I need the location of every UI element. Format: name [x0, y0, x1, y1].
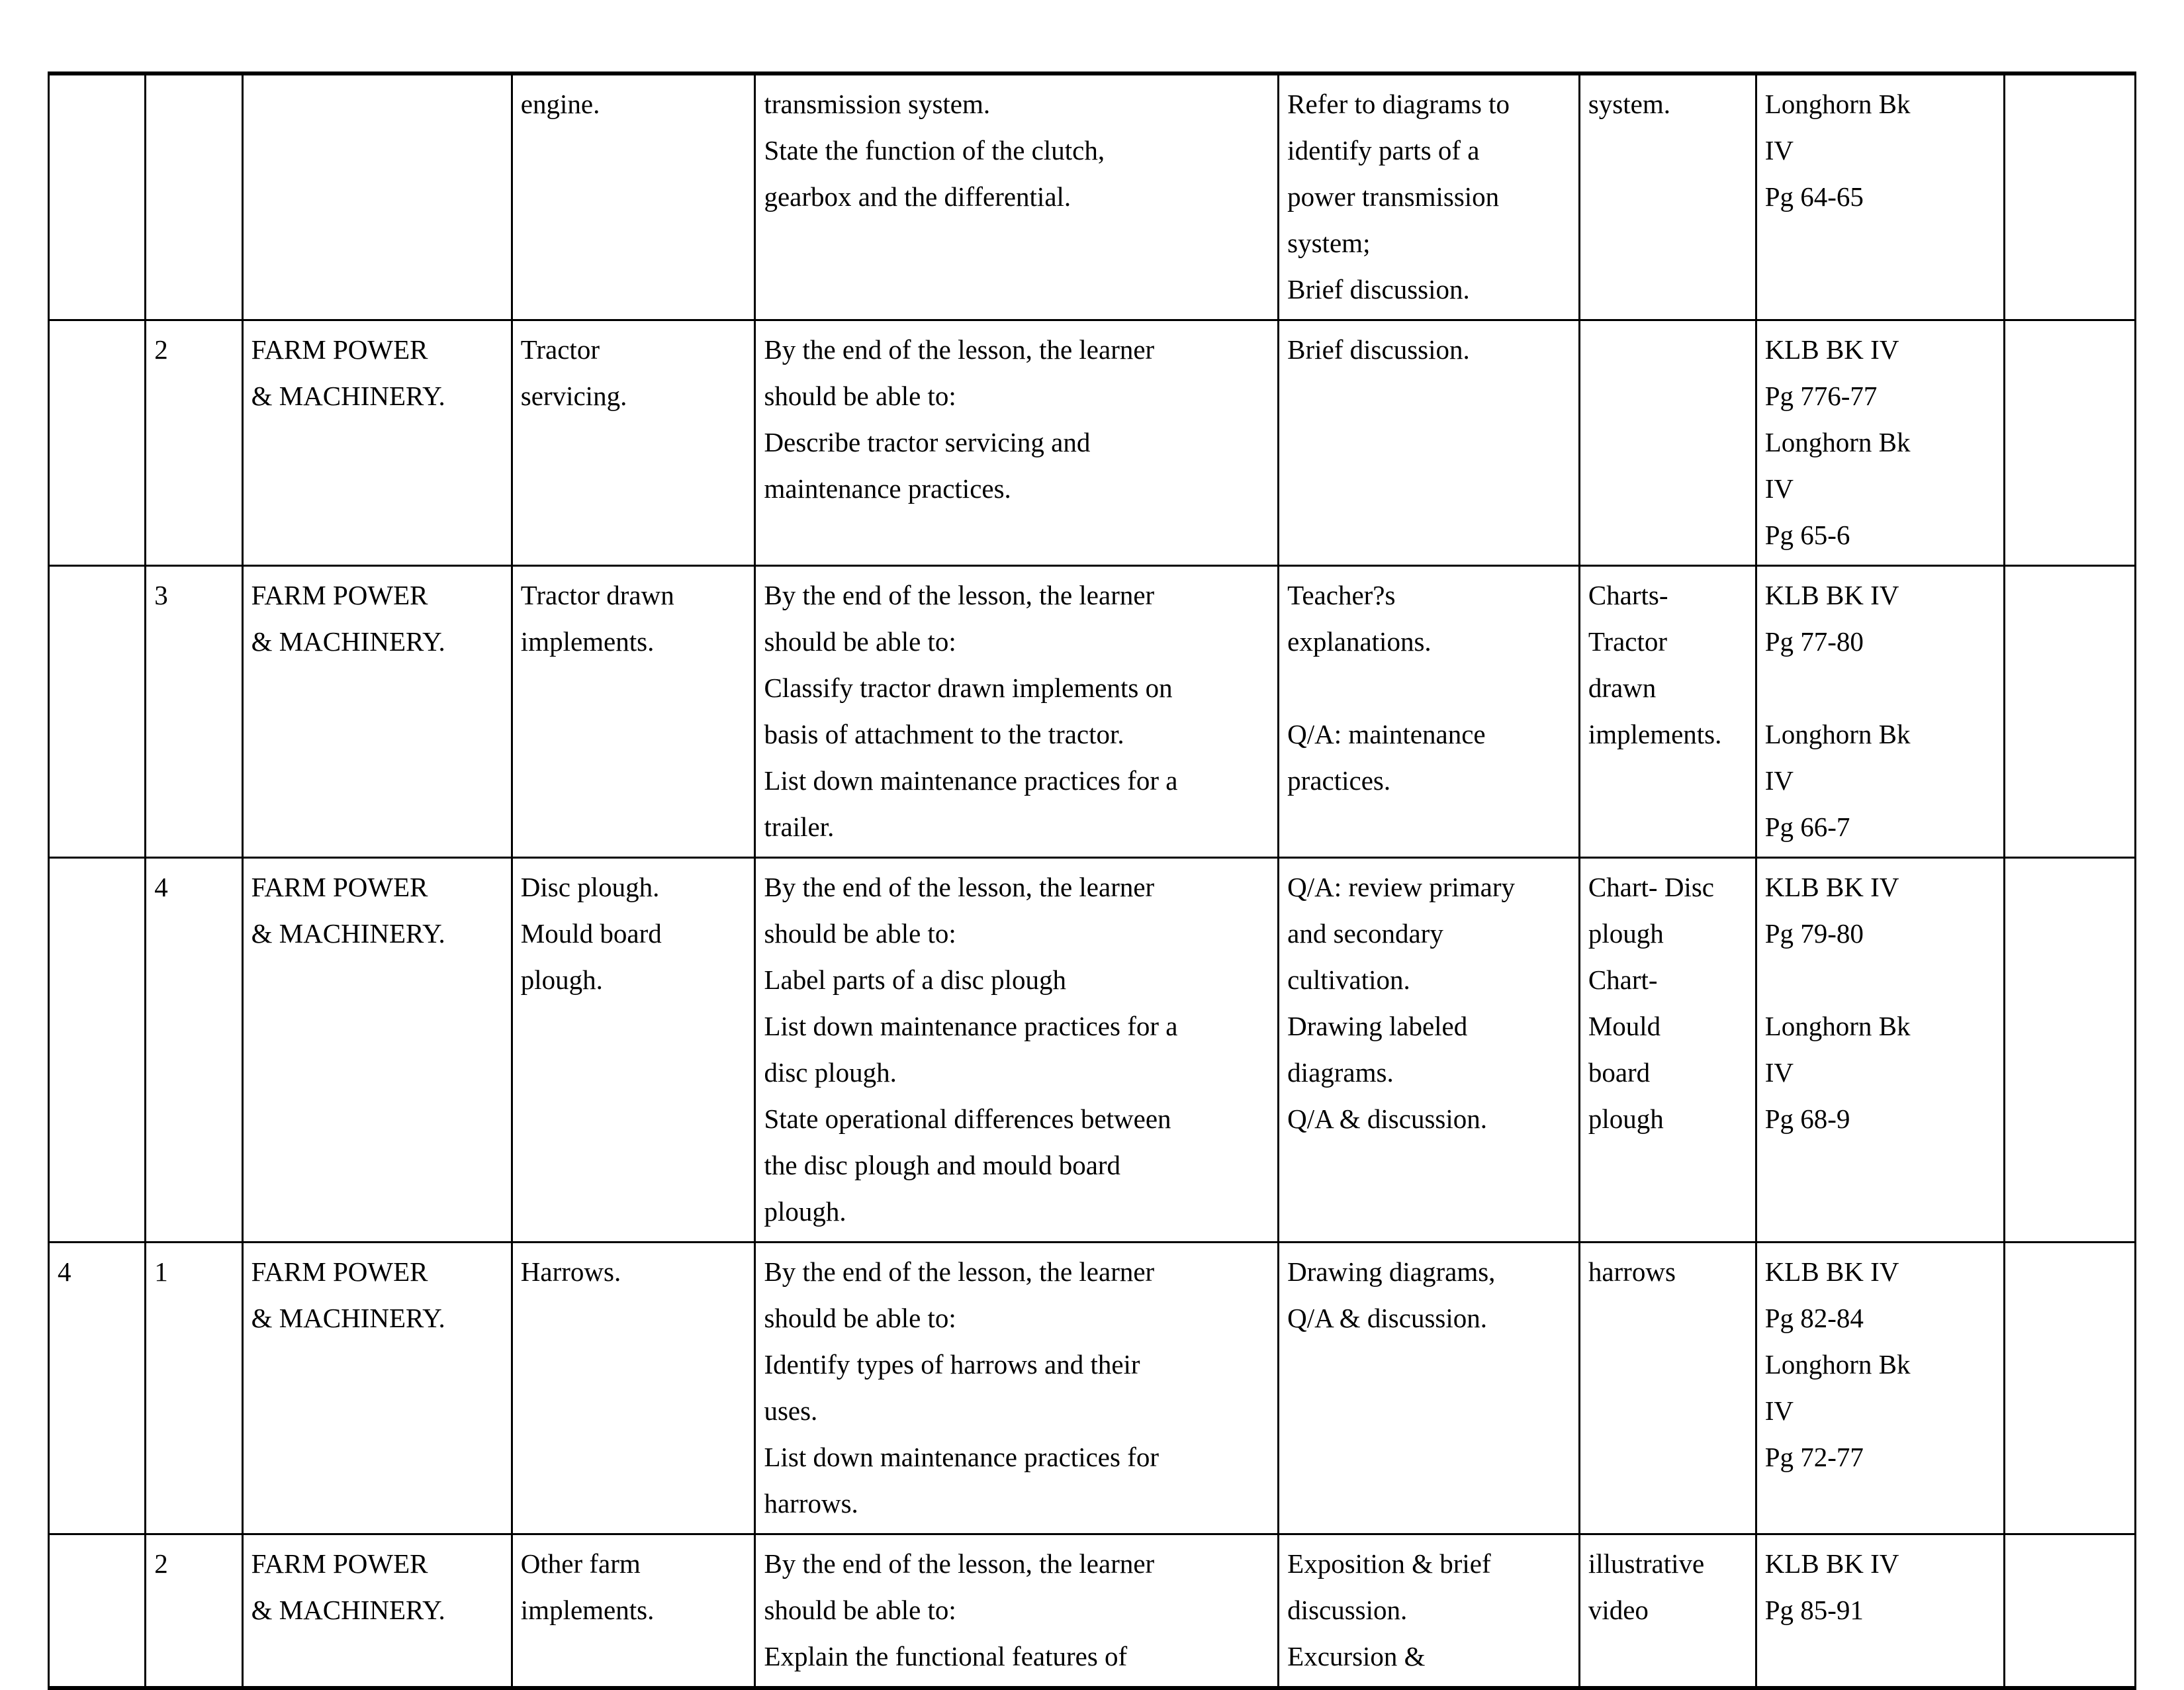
- text-line: maintenance practices.: [764, 473, 1011, 504]
- text-line: practices.: [1287, 765, 1391, 796]
- text-line: Drawing diagrams,: [1287, 1256, 1496, 1287]
- activities-cell: [1279, 1243, 1580, 1534]
- text-line: Pg 77-80: [1764, 626, 1864, 657]
- topic-cell-text: [251, 572, 504, 665]
- subtopic-cell-text: [521, 1248, 748, 1295]
- week-cell: [49, 320, 146, 566]
- resources-cell: [1579, 566, 1756, 858]
- table-row: [49, 1243, 2136, 1534]
- text-line: system.: [1588, 89, 1670, 119]
- resources-cell: [1579, 1243, 1756, 1534]
- text-line: basis of attachment to the tractor.: [764, 719, 1124, 749]
- text-line: Pg 85-91: [1764, 1595, 1864, 1625]
- text-line: By the end of the lesson, the learner: [764, 1256, 1155, 1287]
- subtopic-cell-text: [521, 81, 748, 127]
- text-line: system;: [1287, 228, 1371, 258]
- topic-cell-text: [251, 326, 504, 419]
- resources-cell-text: [1588, 1540, 1749, 1633]
- topic-cell: [242, 73, 512, 320]
- text-line: Tractor: [520, 334, 600, 365]
- text-line: discussion.: [1287, 1595, 1408, 1625]
- text-line: engine.: [520, 89, 600, 119]
- text-line: Harrows.: [520, 1256, 621, 1287]
- text-line: transmission system.: [764, 89, 991, 119]
- text-line: implements.: [520, 1595, 655, 1625]
- resources-cell-text: [1588, 864, 1749, 1142]
- text-line: servicing.: [520, 381, 627, 411]
- text-line: 1: [154, 1256, 168, 1287]
- text-line: List down maintenance practices for: [764, 1442, 1159, 1472]
- schemes-of-work-table: [48, 71, 2136, 1690]
- references-cell: [1756, 566, 2005, 858]
- resources-cell-text: [1588, 572, 1749, 757]
- text-line: gearbox and the differential.: [764, 181, 1071, 212]
- text-line: 2: [154, 1548, 168, 1579]
- text-line: By the end of the lesson, the learner: [764, 580, 1155, 610]
- text-line: FARM POWER: [251, 1256, 428, 1287]
- text-line: Pg 64-65: [1764, 181, 1864, 212]
- lesson-cell: [146, 1534, 242, 1689]
- remarks-cell: [2005, 320, 2136, 566]
- references-cell-text: [1765, 572, 1997, 850]
- text-line: Chart- Disc: [1588, 872, 1714, 902]
- text-line: IV: [1764, 1395, 1794, 1426]
- text-line: FARM POWER: [251, 580, 428, 610]
- subtopic-cell: [512, 320, 755, 566]
- text-line: Q/A & discussion.: [1287, 1103, 1488, 1134]
- resources-cell: [1579, 858, 1756, 1243]
- lesson-cell-text: [154, 1248, 234, 1295]
- text-line: Classify tractor drawn implements on: [764, 673, 1173, 703]
- text-line: Mould: [1588, 1011, 1661, 1041]
- text-line: FARM POWER: [251, 1548, 428, 1579]
- topic-cell: [242, 1243, 512, 1534]
- text-line: Refer to diagrams to: [1287, 89, 1510, 119]
- text-line: State the function of the clutch,: [764, 135, 1105, 165]
- week-cell: [49, 73, 146, 320]
- text-line: Longhorn Bk: [1764, 1011, 1911, 1041]
- activities-cell: [1279, 1534, 1580, 1689]
- text-line: Pg 66-7: [1764, 812, 1850, 842]
- text-line: the disc plough and mould board: [764, 1150, 1121, 1180]
- text-line: disc plough.: [764, 1057, 897, 1088]
- objectives-cell: [755, 1534, 1279, 1689]
- lesson-cell: [146, 858, 242, 1243]
- text-line: Pg 68-9: [1764, 1103, 1850, 1134]
- text-line: KLB BK IV: [1764, 872, 1899, 902]
- resources-cell-text: [1588, 81, 1749, 127]
- activities-cell: [1279, 320, 1580, 566]
- lesson-cell-text: [154, 1540, 234, 1587]
- subtopic-cell-text: [521, 864, 748, 1003]
- text-line: and secondary: [1287, 918, 1443, 949]
- text-line: Identify types of harrows and their: [764, 1349, 1140, 1380]
- subtopic-cell: [512, 566, 755, 858]
- lesson-cell: [146, 1243, 242, 1534]
- text-line: Pg 79-80: [1764, 918, 1864, 949]
- lesson-cell-text: [154, 572, 234, 618]
- subtopic-cell-text: [521, 326, 748, 419]
- text-line: explanations.: [1287, 626, 1432, 657]
- text-line: & MACHINERY.: [251, 1303, 445, 1333]
- table-row: [49, 73, 2136, 320]
- text-line: plough.: [520, 964, 603, 995]
- references-cell: [1756, 1243, 2005, 1534]
- text-line: Mould board: [520, 918, 662, 949]
- table-row: [49, 566, 2136, 858]
- text-line: By the end of the lesson, the learner: [764, 872, 1155, 902]
- topic-cell: [242, 320, 512, 566]
- text-line: Tractor: [1588, 626, 1668, 657]
- text-line: Label parts of a disc plough: [764, 964, 1067, 995]
- text-line: should be able to:: [764, 918, 956, 949]
- resources-cell-text: [1588, 1248, 1749, 1295]
- week-cell-text: [58, 1248, 138, 1295]
- objectives-cell-text: [764, 864, 1271, 1235]
- activities-cell: [1279, 73, 1580, 320]
- table-row: [49, 858, 2136, 1243]
- text-line: 2: [154, 334, 168, 365]
- text-line: video: [1588, 1595, 1649, 1625]
- text-line: IV: [1764, 135, 1794, 165]
- text-line: cultivation.: [1287, 964, 1410, 995]
- text-line: Pg 72-77: [1764, 1442, 1864, 1472]
- subtopic-cell: [512, 1243, 755, 1534]
- topic-cell: [242, 1534, 512, 1689]
- text-line: power transmission: [1287, 181, 1500, 212]
- text-line: trailer.: [764, 812, 835, 842]
- remarks-cell: [2005, 858, 2136, 1243]
- text-line: plough.: [764, 1196, 846, 1227]
- objectives-cell: [755, 1243, 1279, 1534]
- subtopic-cell: [512, 858, 755, 1243]
- text-line: KLB BK IV: [1764, 580, 1899, 610]
- table-body: [49, 73, 2136, 1688]
- lesson-cell: [146, 73, 242, 320]
- text-line: harrows.: [764, 1488, 858, 1519]
- text-line: Longhorn Bk: [1764, 427, 1911, 457]
- text-line: KLB BK IV: [1764, 1256, 1899, 1287]
- text-line: Describe tractor servicing and: [764, 427, 1091, 457]
- text-line: diagrams.: [1287, 1057, 1394, 1088]
- text-line: Q/A: review primary: [1287, 872, 1516, 902]
- activities-cell-text: [1287, 1540, 1572, 1679]
- table-row: [49, 320, 2136, 566]
- activities-cell-text: [1287, 1248, 1572, 1341]
- text-line: 4: [154, 872, 168, 902]
- objectives-cell: [755, 320, 1279, 566]
- activities-cell-text: [1287, 326, 1572, 373]
- week-cell: [49, 858, 146, 1243]
- text-line: plough: [1588, 1103, 1664, 1134]
- text-line: should be able to:: [764, 1303, 956, 1333]
- activities-cell-text: [1287, 572, 1572, 804]
- remarks-cell: [2005, 1534, 2136, 1689]
- text-line: plough: [1588, 918, 1664, 949]
- lesson-cell-text: [154, 864, 234, 910]
- text-line: Disc plough.: [520, 872, 660, 902]
- activities-cell-text: [1287, 864, 1572, 1142]
- text-line: & MACHINERY.: [251, 626, 445, 657]
- text-line: By the end of the lesson, the learner: [764, 1548, 1155, 1579]
- text-line: 4: [58, 1256, 71, 1287]
- text-line: Teacher?s: [1287, 580, 1396, 610]
- references-cell: [1756, 320, 2005, 566]
- text-line: Brief discussion.: [1287, 274, 1470, 305]
- text-line: should be able to:: [764, 1595, 956, 1625]
- activities-cell: [1279, 858, 1580, 1243]
- references-cell-text: [1765, 864, 1997, 1142]
- subtopic-cell-text: [521, 1540, 748, 1633]
- subtopic-cell: [512, 1534, 755, 1689]
- text-line: Pg 776-77: [1764, 381, 1878, 411]
- topic-cell-text: [251, 864, 504, 957]
- remarks-cell: [2005, 73, 2136, 320]
- text-line: Explain the functional features of: [764, 1641, 1128, 1671]
- references-cell-text: [1765, 1540, 1997, 1633]
- objectives-cell: [755, 858, 1279, 1243]
- objectives-cell: [755, 73, 1279, 320]
- subtopic-cell-text: [521, 572, 748, 665]
- objectives-cell-text: [764, 572, 1271, 850]
- text-line: Tractor drawn: [520, 580, 674, 610]
- text-line: uses.: [764, 1395, 818, 1426]
- text-line: 3: [154, 580, 168, 610]
- references-cell-text: [1765, 81, 1997, 220]
- text-line: FARM POWER: [251, 872, 428, 902]
- activities-cell-text: [1287, 81, 1572, 312]
- text-line: Chart-: [1588, 964, 1658, 995]
- resources-cell: [1579, 320, 1756, 566]
- text-line: Longhorn Bk: [1764, 1349, 1911, 1380]
- references-cell-text: [1765, 1248, 1997, 1480]
- lesson-cell-text: [154, 326, 234, 373]
- text-line: implements.: [1588, 719, 1722, 749]
- objectives-cell-text: [764, 326, 1271, 512]
- text-line: identify parts of a: [1287, 135, 1480, 165]
- text-line: FARM POWER: [251, 334, 428, 365]
- text-line: Other farm: [520, 1548, 641, 1579]
- topic-cell: [242, 566, 512, 858]
- text-line: illustrative: [1588, 1548, 1705, 1579]
- text-line: Exposition & brief: [1287, 1548, 1491, 1579]
- text-line: Q/A & discussion.: [1287, 1303, 1488, 1333]
- text-line: board: [1588, 1057, 1651, 1088]
- text-line: & MACHINERY.: [251, 918, 445, 949]
- text-line: & MACHINERY.: [251, 1595, 445, 1625]
- week-cell: [49, 1534, 146, 1689]
- lesson-cell: [146, 320, 242, 566]
- resources-cell: [1579, 1534, 1756, 1689]
- table-row: [49, 1534, 2136, 1689]
- text-line: Longhorn Bk: [1764, 89, 1911, 119]
- objectives-cell-text: [764, 81, 1271, 220]
- lesson-cell: [146, 566, 242, 858]
- text-line: Pg 82-84: [1764, 1303, 1864, 1333]
- topic-cell-text: [251, 1540, 504, 1633]
- text-line: KLB BK IV: [1764, 334, 1899, 365]
- text-line: Pg 65-6: [1764, 520, 1850, 550]
- text-line: should be able to:: [764, 626, 956, 657]
- references-cell: [1756, 858, 2005, 1243]
- objectives-cell-text: [764, 1540, 1271, 1679]
- week-cell: [49, 566, 146, 858]
- text-line: IV: [1764, 473, 1794, 504]
- text-line: List down maintenance practices for a: [764, 765, 1178, 796]
- text-line: Drawing labeled: [1287, 1011, 1468, 1041]
- text-line: Longhorn Bk: [1764, 719, 1911, 749]
- topic-cell-text: [251, 1248, 504, 1341]
- text-line: IV: [1764, 765, 1794, 796]
- objectives-cell-text: [764, 1248, 1271, 1526]
- text-line: IV: [1764, 1057, 1794, 1088]
- objectives-cell: [755, 566, 1279, 858]
- subtopic-cell: [512, 73, 755, 320]
- resources-cell: [1579, 73, 1756, 320]
- text-line: & MACHINERY.: [251, 381, 445, 411]
- text-line: List down maintenance practices for a: [764, 1011, 1178, 1041]
- text-line: drawn: [1588, 673, 1657, 703]
- text-line: Excursion &: [1287, 1641, 1426, 1671]
- references-cell: [1756, 1534, 2005, 1689]
- activities-cell: [1279, 566, 1580, 858]
- text-line: Brief discussion.: [1287, 334, 1470, 365]
- text-line: harrows: [1588, 1256, 1676, 1287]
- text-line: should be able to:: [764, 381, 956, 411]
- remarks-cell: [2005, 566, 2136, 858]
- text-line: KLB BK IV: [1764, 1548, 1899, 1579]
- text-line: Charts-: [1588, 580, 1668, 610]
- text-line: By the end of the lesson, the learner: [764, 334, 1155, 365]
- remarks-cell: [2005, 1243, 2136, 1534]
- references-cell-text: [1765, 326, 1997, 558]
- week-cell: [49, 1243, 146, 1534]
- topic-cell: [242, 858, 512, 1243]
- text-line: Q/A: maintenance: [1287, 719, 1486, 749]
- text-line: State operational differences between: [764, 1103, 1171, 1134]
- text-line: implements.: [520, 626, 655, 657]
- references-cell: [1756, 73, 2005, 320]
